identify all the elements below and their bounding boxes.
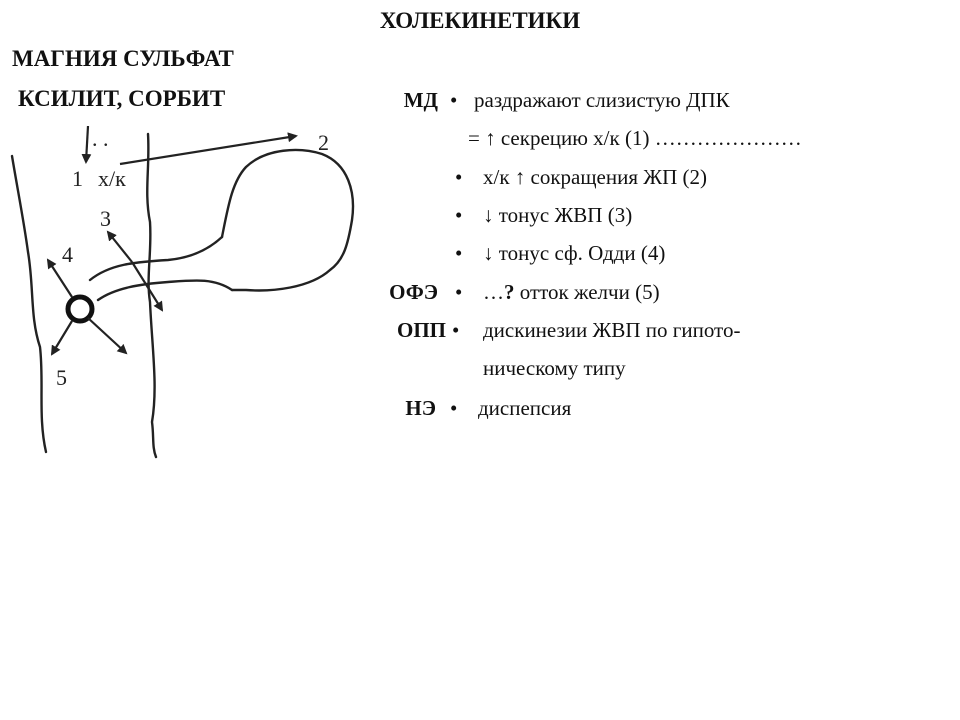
label-1: 1 — [72, 166, 83, 191]
bullet-md-2: • — [455, 203, 463, 227]
duodenum-left-wall — [12, 156, 46, 452]
abbr-ofe: ОФЭ — [389, 280, 438, 304]
arrow-2-gallbladder — [120, 136, 296, 164]
abbr-md: МД — [403, 88, 438, 112]
ofe-text-prefix: … — [483, 280, 504, 304]
bullet-md: • — [450, 88, 458, 112]
duodenum-right-wall — [147, 134, 156, 457]
ofe-text — [483, 280, 660, 305]
label-dots: . . — [92, 126, 109, 151]
bile-duct-upper — [90, 237, 222, 280]
md-bullet-2: ↓ тонус ЖВП (3) — [483, 203, 633, 227]
bullet-ne: • — [450, 396, 458, 420]
arrow-3-duct-a — [108, 232, 132, 262]
label-3: 3 — [100, 206, 111, 231]
md-line-1: раздражают слизистую ДПК — [474, 88, 730, 112]
md-bullet-3: ↓ тонус сф. Одди (4) — [483, 241, 666, 265]
page-title: ХОЛЕКИНЕТИКИ — [379, 8, 581, 33]
label-hk: х/к — [98, 166, 126, 191]
arrow-5 — [52, 321, 72, 354]
arrow-1-secretion — [86, 126, 88, 162]
bullet-md-3: • — [455, 241, 463, 265]
bullet-ofe: • — [455, 280, 463, 304]
md-bullet-1: х/к ↑ сокращения ЖП (2) — [483, 165, 707, 189]
gallbladder — [222, 150, 353, 290]
arrow-sphincter-right — [88, 318, 126, 353]
bullet-md-1: • — [455, 165, 463, 189]
abbr-opp: ОПП — [396, 318, 446, 342]
md-line-2: = ↑ секрецию х/к (1) ………………… — [468, 126, 802, 150]
drug-name-xylitol-sorbitol: КСИЛИТ, СОРБИТ — [18, 86, 226, 111]
ne-text: диспепсия — [478, 396, 572, 420]
label-2: 2 — [318, 130, 329, 155]
bullet-opp: • — [452, 318, 460, 342]
sphincter-of-oddi — [68, 297, 92, 321]
biliary-diagram — [0, 112, 380, 472]
biliary-diagram-svg — [0, 112, 380, 472]
opp-line-2: ническому типу — [483, 356, 626, 380]
label-5: 5 — [56, 365, 67, 390]
ofe-text-suffix: отток желчи (5) — [514, 280, 660, 304]
opp-line-1: дискинезии ЖВП по гипото- — [483, 318, 741, 342]
label-4: 4 — [62, 242, 73, 267]
ofe-text-question: ? — [504, 280, 515, 304]
abbr-ne: НЭ — [405, 396, 436, 420]
bile-duct-lower — [98, 280, 232, 300]
drug-name-magnesium-sulfate: МАГНИЯ СУЛЬФАТ — [12, 46, 234, 71]
